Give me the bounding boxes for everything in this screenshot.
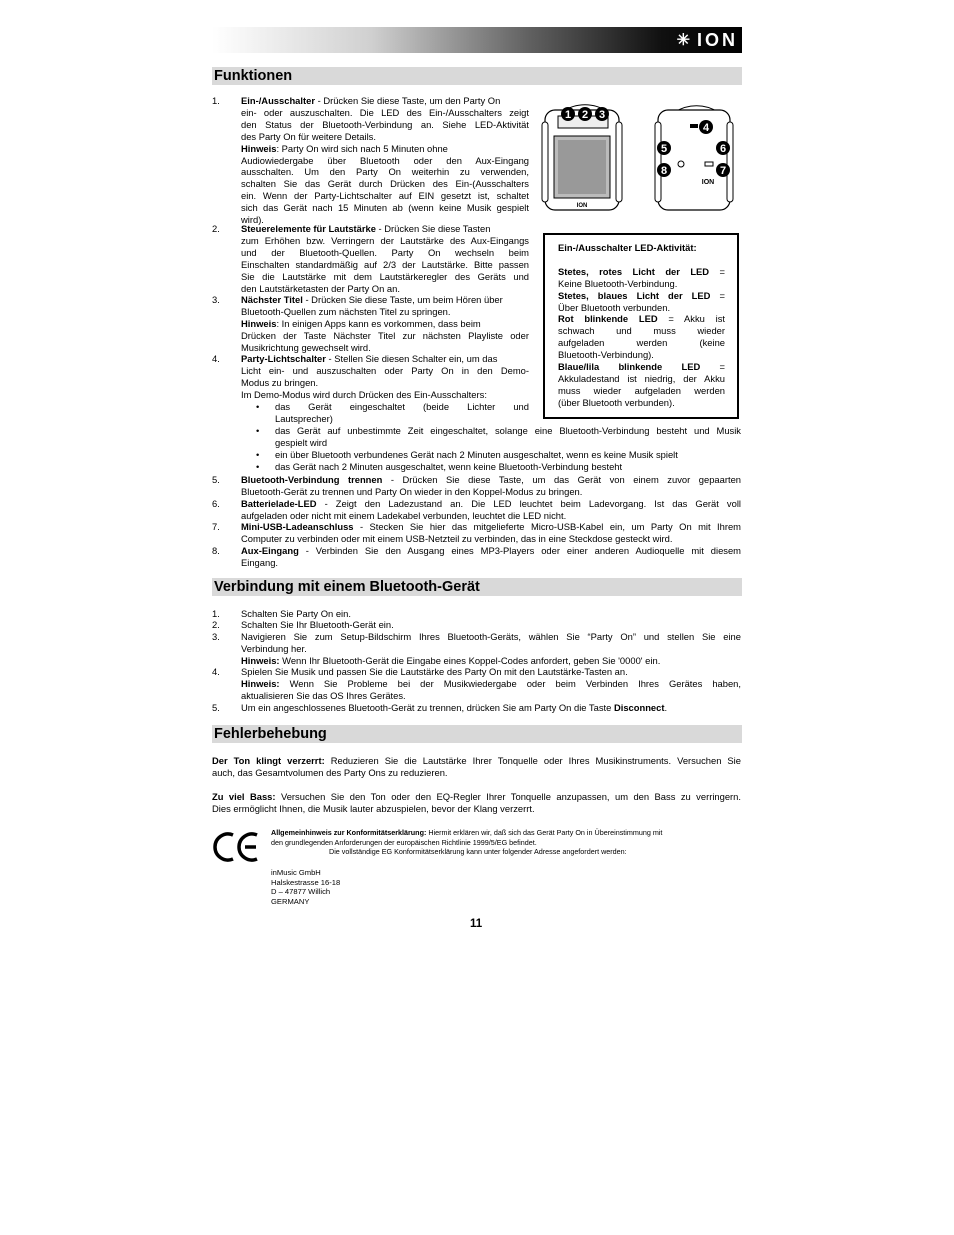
item-4-text: [241, 353, 529, 401]
item-8-line: Eingang.: [241, 556, 279, 568]
led-entry-text: Keine Bluetooth-Verbindung.: [558, 277, 678, 289]
section-title-verbindung: Verbindung mit einem Bluetooth-Gerät: [212, 578, 742, 596]
led-entry-label: Stetes, rotes Licht der LED: [558, 265, 710, 277]
back-brand: ION: [701, 179, 715, 186]
bullet-dot: •: [256, 401, 260, 412]
address-line: GERMANY: [271, 896, 310, 906]
led-entry-text: =: [719, 265, 725, 277]
step-3-hinweis-label: Hinweis:: [241, 654, 280, 666]
step-2-text: Schalten Sie Ihr Bluetooth-Gerät ein.: [241, 619, 394, 630]
item-2-line: den Lautstärketasten der Party On an.: [241, 282, 400, 294]
item-1-title: Ein-/Ausschalter: [241, 95, 315, 106]
back-usb-port: [705, 162, 713, 166]
item-1-hinweis-label: Hinweis: [241, 142, 277, 154]
bullet-line: das Gerät eingeschaltet (beide Lichter und: [275, 401, 529, 412]
section-title-fehlerbehebung: Fehlerbehebung: [212, 725, 742, 743]
bullet-dot: •: [256, 461, 260, 472]
troubleshoot-bass-label: Zu viel Bass:: [212, 791, 276, 802]
led-entry-text: (über Bluetooth verbunden).: [558, 396, 675, 408]
item-4-line: - Stellen Sie diesen Schalter ein, um das: [325, 353, 498, 364]
item-3-hinweis-line: : In einigen Apps kann es vorkommen, dass beim: [276, 317, 481, 329]
item-8-title: Aux-Eingang: [241, 545, 299, 556]
led-entry-text: =: [719, 289, 725, 301]
item-1-hinweis-line: Audiowiedergabe über Bluetooth oder den Aux-Eingang: [241, 154, 529, 166]
step-3-line: Navigieren Sie zum Setup-Bildschirm Ihres Bluetooth-Geräts, wählen Sie “Party On” und stellen Sie eine: [241, 631, 741, 642]
front-left-side: [542, 122, 548, 202]
item-1-line: ein- oder auszuschalten. Die LED des Ein-/Ausschalters zeigt: [241, 106, 529, 118]
step-1-number: 1.: [212, 608, 220, 619]
badge-2: 2: [581, 109, 589, 121]
device-illustration: [540, 92, 742, 214]
section-title-funktionen: Funktionen: [212, 67, 742, 85]
item-6-line: - Zeigt den Ladezustand an. Die LED leuchtet beim Ladevorgang. Ist das Gerät voll: [316, 498, 741, 509]
conformity-text: [271, 828, 743, 857]
step-2-number: 2.: [212, 619, 220, 630]
item-3-number: 3.: [212, 294, 220, 305]
led-entry-text: aufgeladen werden (keine: [558, 337, 725, 349]
item-4-line: Modus zu bringen.: [241, 376, 319, 388]
item-6-line: aufgeladen oder nicht mit einem Ladekabel verbunden, leuchtet die LED nicht.: [241, 509, 567, 521]
led-entry-label: Stetes, blaues Licht der LED: [558, 289, 711, 301]
item-7-text: [241, 521, 741, 545]
item-4-title: Party-Lichtschalter: [241, 353, 326, 364]
item-2-title: Steuerelemente für Lautstärke: [241, 223, 376, 234]
badge-4: 4: [702, 122, 710, 134]
logo-text: ION: [696, 29, 738, 50]
item-2-text: [241, 223, 529, 294]
badge-7: 7: [719, 165, 727, 177]
badge-8: 8: [660, 165, 668, 177]
front-brand: ION: [576, 203, 588, 209]
item-4-line: Im Demo-Modus wird durch Drücken des Ein-Ausschalters:: [241, 388, 487, 400]
step-4-hinweis-label: Hinweis:: [241, 677, 280, 689]
page-number: 11: [470, 918, 483, 930]
item-5-line: Bluetooth-Gerät zu trennen und Party On wieder in den Koppel-Modus zu bringen.: [241, 485, 583, 497]
bullet-dot: •: [256, 449, 260, 460]
item-2-line: zum Erhöhen bzw. Verringern der Lautstärke des Aux-Eingangs: [241, 234, 529, 246]
ce-mark-icon: [212, 831, 260, 863]
item-5-title: Bluetooth-Verbindung trennen: [241, 474, 383, 485]
item-3-text: [241, 294, 529, 354]
led-entry-text: = Akku ist: [668, 313, 726, 325]
troubleshoot-distortion: [212, 755, 741, 779]
item-1-hinweis-line: ausschalten. Um den Party On weiterhin zu verwenden,: [241, 166, 529, 178]
item-1-hinweis-line: wird).: [241, 214, 264, 226]
item-8-line: - Verbinden Sie den Ausgang eines MP3-Players oder einer anderen Audioquelle mit diesem: [298, 545, 741, 556]
troubleshoot-text: Dies ermöglicht Ihnen, die Musik lauter abzuspielen, bevor der Klang verzerrt.: [212, 802, 535, 814]
item-4-number: 4.: [212, 353, 220, 364]
step-4-text: [241, 666, 741, 702]
item-3-line: Bluetooth-Quellen zum nächsten Titel zu springen.: [241, 305, 451, 317]
bullet-item: [275, 425, 741, 449]
led-entry-text: Über Bluetooth verbunden.: [558, 301, 671, 313]
front-right-side: [616, 122, 622, 202]
item-2-number: 2.: [212, 223, 220, 234]
item-3-hinweis-label: Hinweis: [241, 317, 277, 329]
address-block: [271, 868, 340, 906]
troubleshoot-text: Versuchen Sie den Ton oder den EQ-Regler Ihrer Tonquelle anzupassen, um den Bass zu verringern.: [275, 791, 741, 802]
led-activity-content: [558, 242, 725, 409]
step-4-line: Spielen Sie Musik und passen Sie die Lautstärke des Party On mit den Lautstärke-Tasten an.: [241, 666, 628, 677]
step-4-hinweis: Wenn Sie Probleme bei der Musikwiedergabe oder beim Verbinden Ihres Gerätes haben,: [279, 677, 741, 689]
bullet-line: ein über Bluetooth verbundenes Gerät nach 2 Minuten ausgeschaltet, wenn es keine Musik spielt: [275, 449, 678, 460]
item-7-line: Computer zu verbinden oder mit einem USB-Netzteil zu verbinden, das in eine Steckdose gesteckt wird.: [241, 532, 673, 544]
back-right-side: [727, 122, 733, 202]
item-6-text: [241, 498, 741, 522]
item-1-hinweis-line: schalten Sie das Gerät durch Drücken des Ein-(Ausschalters: [241, 178, 529, 190]
led-entry-text: muss wieder aufgeladen werden: [558, 384, 725, 396]
badge-6: 6: [719, 143, 727, 155]
item-3-line: - Drücken Sie diese Taste, um beim Hören über: [302, 294, 503, 305]
item-1-line: den Status der Bluetooth-Verbindung an. Siehe LED-Aktivität: [241, 118, 529, 130]
item-1-hinweis-line: ein. Wenn der Party-Lichtschalter auf EIN gesetzt ist, schaltet: [241, 190, 529, 202]
troubleshoot-distortion-label: Der Ton klingt verzerrt:: [212, 755, 325, 766]
led-entry-text: Bluetooth-Verbindung).: [558, 349, 654, 361]
step-4-hinweis: aktualisieren Sie das OS Ihres Gerätes.: [241, 689, 406, 701]
item-5-text: [241, 474, 741, 498]
item-5-line: - Drücken Sie diese Taste, um das Gerät von einem zuvor gepaarten: [382, 474, 741, 485]
bullet-item: [275, 449, 741, 461]
address-line: inMusic GmbH: [271, 868, 321, 877]
step-4-number: 4.: [212, 666, 220, 677]
item-1-line: - Drücken Sie diese Taste, um den Party On: [314, 95, 501, 106]
step-5-number: 5.: [212, 702, 220, 713]
badge-1: 1: [564, 109, 572, 121]
ion-logo: [677, 30, 738, 50]
back-left-side: [655, 122, 661, 202]
address-line: Halskestrasse 16-18: [271, 877, 341, 887]
led-entry-label: Blaue/lila blinkende LED: [558, 361, 701, 373]
step-5-line: Um ein angeschlossenes Bluetooth-Gerät zu trennen, drücken Sie am Party On die Taste: [241, 702, 614, 713]
item-4-line: Licht ein- und auszuschalten oder Party On in den Demo-: [241, 364, 529, 376]
item-8-number: 8.: [212, 545, 220, 556]
item-5-number: 5.: [212, 474, 220, 485]
badge-5: 5: [660, 143, 668, 155]
bullet-line: das Gerät nach 2 Minuten ausgeschaltet, wenn keine Bluetooth-Verbindung besteht: [275, 461, 623, 472]
item-7-number: 7.: [212, 521, 220, 532]
item-7-line: - Stecken Sie hier das mitgelieferte Micro-USB-Kabel ein, um Party On mit Ihrem: [353, 521, 741, 532]
bullet-item: [275, 461, 741, 473]
bullet-line: das Gerät auf unbestimmte Zeit eingeschaltet, solange eine Bluetooth-Verbindung besteht und Musik: [275, 425, 741, 436]
step-5-text: [241, 702, 741, 714]
item-1-number: 1.: [212, 95, 220, 106]
item-6-number: 6.: [212, 498, 220, 509]
back-aux-port: [678, 161, 684, 167]
item-3-title: Nächster Titel: [241, 294, 303, 305]
bullet-line: gespielt wird: [275, 436, 328, 448]
step-5-bold: Disconnect: [613, 702, 665, 713]
led-entry-text: =: [719, 361, 725, 373]
item-2-line: Sie die Lautstärke mit dem Lautstärkeregler des Geräts und: [241, 270, 529, 282]
conformity-label: Allgemeinhinweis zur Konformitätserklärung:: [271, 828, 427, 837]
troubleshoot-text: Reduzieren Sie die Lautstärke Ihrer Tonquelle oder Ihres Musikinstruments. Versuchen Sie: [324, 755, 741, 766]
back-switch: [690, 124, 698, 128]
item-7-title: Mini-USB-Ladeanschluss: [241, 521, 354, 532]
step-1-text: Schalten Sie Party On ein.: [241, 608, 351, 619]
item-8-text: [241, 545, 741, 569]
step-3-line: Verbindung her.: [241, 642, 307, 654]
address-line: D – 47877 Willich: [271, 887, 331, 897]
troubleshoot-bass: [212, 791, 741, 815]
step-3-number: 3.: [212, 631, 220, 642]
item-2-line: Einschalten standardmäßig auf 2/3 der Lautstärke. Bitte passen: [241, 258, 529, 270]
item-1-text: [241, 95, 529, 226]
item-3-hinweis-line: Drücken der Taste Nächster Titel zur nächsten Playliste oder: [241, 329, 529, 341]
speaker-grille-inner: [558, 140, 606, 194]
step-5-after: .: [664, 702, 668, 713]
led-entry-label: Rot blinkende LED: [558, 313, 658, 325]
conformity-line: Die vollständige EG Konformitätserklärung kann unter folgender Adresse angefordert werden:: [329, 847, 627, 857]
item-3-hinweis-line: Musikrichtung gewechselt wird.: [241, 341, 371, 353]
badge-3: 3: [598, 109, 606, 121]
step-3-hinweis: Wenn Ihr Bluetooth-Gerät die Eingabe eines Koppel-Codes anfordert, geben Sie '0000' ein.: [279, 654, 661, 666]
led-entry-text: Akkuladestand ist niedrig, der Akku: [558, 372, 725, 384]
led-activity-box: [543, 233, 739, 419]
conformity-line: den grundlegenden Anforderungen der europäischen Richtlinie 1999/5/EG befindet.: [271, 837, 537, 847]
item-2-line: und der Bluetooth-Quellen. Party On wechseln beim: [241, 246, 529, 258]
step-3-text: [241, 631, 741, 667]
header-bar: [212, 27, 742, 53]
bullet-item: [275, 401, 529, 425]
logo-star-icon: ✳: [676, 32, 693, 49]
item-1-hinweis-line: : Party On wird sich nach 5 Minuten ohne: [276, 142, 448, 154]
led-box-title: Ein-/Ausschalter LED-Aktivität:: [558, 242, 697, 253]
bullet-line: Lautsprecher): [275, 412, 333, 424]
conformity-line: Hiermit erklären wir, daß sich das Gerät Party On in Übereinstimmung mit: [426, 828, 663, 837]
led-entry-text: schwach und muss wieder: [558, 325, 725, 337]
item-1-line: des Party On für weitere Details.: [241, 130, 376, 142]
ce-mark-label: CE: [212, 831, 214, 832]
bullet-dot: •: [256, 425, 260, 436]
item-1-hinweis-line: sich das Gerät nach 15 Minuten ab (wenn keine Musik gespielt: [241, 202, 529, 214]
troubleshoot-text: auch, das Gesamtvolumen des Party Ons zu reduzieren.: [212, 766, 448, 778]
item-2-line: - Drücken Sie diese Tasten: [375, 223, 491, 234]
item-6-title: Batterielade-LED: [241, 498, 317, 509]
